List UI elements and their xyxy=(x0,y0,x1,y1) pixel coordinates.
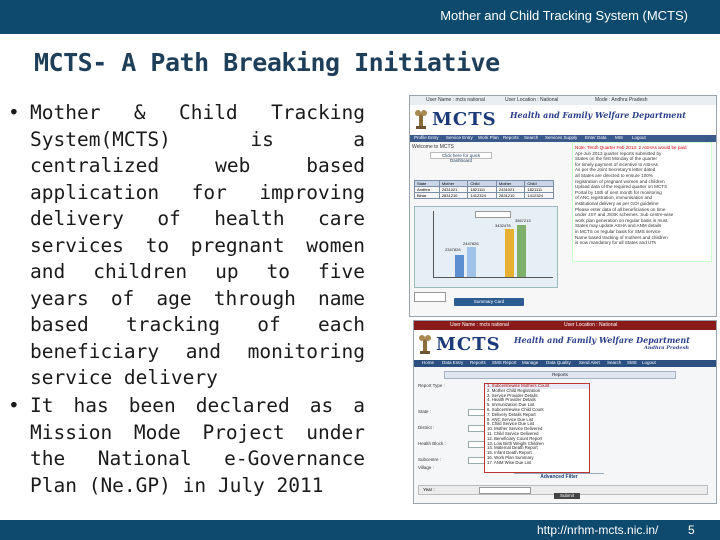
notice-line: of ANC registration, immunisation and xyxy=(575,195,653,201)
bottom-bar xyxy=(0,520,720,540)
chart-legend xyxy=(475,211,511,218)
notice-line: As per the Joint Secretary's letter dated xyxy=(575,167,656,173)
notice-line: work plan generation on regular basis is must. xyxy=(575,217,669,223)
bullet-text: Mother & Child Tracking System(MCTS) is a centralized web based application for improving delivery of health care services to pregnant women and children up to five years of age through name based tracking of each beneficiary and monitoring service delivery xyxy=(30,101,365,389)
nav-item[interactable]: Service Entry xyxy=(446,135,473,140)
table-cell: 2431021 xyxy=(496,187,525,193)
nav-item[interactable]: Reports xyxy=(503,135,519,140)
logo-area xyxy=(410,105,716,135)
notice-line: Portal by 15th of next month for monitoring xyxy=(575,189,662,195)
form-label: Village : xyxy=(418,465,434,470)
mcts-logo: MCTS xyxy=(432,109,497,130)
notice-line: under JSY and JSSK schemes. Sub centre-wise xyxy=(575,212,674,218)
form-label: Subcentre : xyxy=(418,457,442,462)
table-cell: 1821111 xyxy=(468,187,497,193)
table-cell: 1412324 xyxy=(468,193,497,199)
department-name: Health and Family Welfare Department xyxy=(514,335,690,345)
nav-item[interactable]: Data Quality xyxy=(546,360,571,365)
logo-area xyxy=(414,330,716,360)
year-select[interactable] xyxy=(479,487,531,494)
table-cell: Bihar xyxy=(415,193,440,199)
dropdown-option[interactable]: 13. Low Birth Weight Children xyxy=(487,440,544,446)
nav-item[interactable]: Search xyxy=(524,135,539,140)
mode-label: Mode : Andhra Pradesh xyxy=(595,97,648,103)
form-label: District : xyxy=(418,425,435,430)
dropdown-option[interactable]: 1. Subcentrewise Mothers Count xyxy=(485,384,589,389)
footer-url[interactable]: http://nrhm-mcts.nic.in/ xyxy=(537,523,659,537)
mcts-logo: MCTS xyxy=(436,334,501,355)
emblem-icon xyxy=(418,333,432,355)
submit-button[interactable]: Submit xyxy=(554,493,580,499)
dropdown-option[interactable]: 10. Mother Service Delivered xyxy=(487,426,543,432)
welcome-text: Welcome to MCTS xyxy=(412,144,454,150)
table-cell: Andhra xyxy=(415,187,440,193)
user-bar xyxy=(414,321,716,330)
chart-bar xyxy=(455,255,464,277)
user-name: User Name : mcts national xyxy=(450,322,509,328)
mcts-dashboard-screenshot xyxy=(409,95,717,317)
notice-line: States may update ASHA and ANM details xyxy=(575,223,662,229)
reports-title: Reports xyxy=(444,371,676,379)
dropdown-option[interactable]: 12. Beneficiary Count Report xyxy=(487,435,543,441)
user-name: User Name : mcts national xyxy=(426,97,485,103)
table-header-cell: State xyxy=(415,181,440,187)
advanced-filter-heading: Advanced Filter xyxy=(514,473,604,480)
year-label: Year : xyxy=(423,487,435,492)
table-cell: 1412324 xyxy=(525,193,554,199)
dropdown-option[interactable]: 11. Child Service Delivered xyxy=(487,430,539,436)
nav-item[interactable]: SMS Report xyxy=(492,360,517,365)
table-header-cell: Mother xyxy=(439,181,468,187)
dropdown-option[interactable]: 4. Health Provider Details xyxy=(487,397,536,403)
chart-data-label: 2447826 xyxy=(463,241,479,246)
nav-item[interactable]: Services Supply xyxy=(545,135,578,140)
dropdown-option[interactable]: 14. Maternal Death Report xyxy=(487,445,538,451)
dropdown-option[interactable]: 9. Child Service Due List xyxy=(487,421,535,427)
table-cell: 2831210 xyxy=(439,193,468,199)
bullet-text: It has been declared as a Mission Mode Project under the National e-Governance Plan (Ne.GP) in July 2011 xyxy=(30,394,365,497)
table-header-cell: Child xyxy=(525,181,554,187)
chart-data-label: 3432478 xyxy=(495,223,511,228)
state-name: Andhra Pradesh xyxy=(644,345,690,351)
slide-heading: MCTS- A Path Breaking Initiative xyxy=(34,48,500,77)
form-label: State : xyxy=(418,409,432,414)
notice-panel xyxy=(572,142,712,262)
chart-x-axis xyxy=(433,277,553,278)
nav-item[interactable]: Logout xyxy=(642,360,656,365)
dropdown-option[interactable]: 15. Infant Death Report xyxy=(487,450,532,456)
notice-line: Upload data of the required quarter on MCTS xyxy=(575,184,668,190)
page-number: 5 xyxy=(688,523,695,537)
notice-line: in MCTS on regular basis for SMS service xyxy=(575,228,661,234)
dropdown-option[interactable]: 7. Delivery Details Report xyxy=(487,411,536,417)
nav-item[interactable]: Reports xyxy=(470,360,486,365)
chart-data-label: 2347826 xyxy=(445,247,461,252)
report-type-dropdown[interactable] xyxy=(484,383,590,473)
notice-line: registration of pregnant women and children xyxy=(575,178,665,184)
chart-bar xyxy=(505,229,514,277)
nav-item[interactable]: MIS xyxy=(615,135,624,140)
dropdown-option[interactable]: 16. Work Plan Summary xyxy=(487,454,534,460)
bullet-dot: • xyxy=(8,394,20,417)
dashboard-body xyxy=(410,142,716,316)
table-header-cell: Child xyxy=(468,181,497,187)
dropdown-option[interactable]: 5. Immunization Due List xyxy=(487,402,535,408)
nav-item[interactable]: Manage xyxy=(522,360,539,365)
summary-table xyxy=(414,180,554,199)
table-cell: 2831210 xyxy=(496,193,525,199)
nav-item[interactable]: Search xyxy=(607,360,622,365)
bullet-2 xyxy=(10,393,365,499)
nav-item[interactable]: Enter Data xyxy=(585,135,607,140)
chart-bar xyxy=(467,247,476,277)
chart-data-label: 3567213 xyxy=(515,218,531,223)
table-cell: 2431021 xyxy=(439,187,468,193)
nav-bar xyxy=(410,135,716,142)
user-location: User Location : National xyxy=(564,322,618,328)
dashboard-bar-chart xyxy=(414,206,558,288)
dashboard-link[interactable]: Click here for quick Dashboard xyxy=(430,152,492,159)
top-bar xyxy=(0,0,720,34)
notice-line: all States are directed to ensure 100% xyxy=(575,172,653,178)
department-name: Health and Family Welfare Department xyxy=(510,110,686,120)
mcts-reports-screenshot xyxy=(413,320,717,504)
state-select[interactable] xyxy=(414,292,446,302)
notice-line: Note: Tenth Quarter Feb 2013: 2 ASHAs would be paid xyxy=(575,145,687,150)
dropdown-option[interactable]: 2. Mother Child Registration xyxy=(487,387,541,393)
user-bar xyxy=(410,96,716,105)
summary-card-button[interactable]: Summary Card xyxy=(454,298,524,306)
nav-item[interactable]: Home xyxy=(422,360,435,365)
chart-y-axis xyxy=(433,211,434,277)
user-location: User Location : National xyxy=(505,97,559,103)
notice-line: Apr-Jun 2013 quarter reports submitted by xyxy=(575,150,662,156)
dropdown-option[interactable]: 8. ANC Service Due List xyxy=(487,416,534,422)
notice-line: Please enter data of all beneficiaries on time xyxy=(575,206,666,212)
emblem-icon xyxy=(414,108,428,130)
notice-line: institutional delivery as per GOI guideline xyxy=(575,200,659,206)
notice-line: is now mandatory for all States and UTs xyxy=(575,240,656,246)
nav-item[interactable]: Logout xyxy=(632,135,646,140)
table-header-cell: Mother xyxy=(496,181,525,187)
notice-line: Name based tracking of mothers and children xyxy=(575,234,668,240)
table-cell: 1821111 xyxy=(525,187,554,193)
notice-line: States on the first Monday of the quarter xyxy=(575,156,657,162)
nav-bar xyxy=(414,360,716,367)
presentation-title: Mother and Child Tracking System (MCTS) xyxy=(440,8,688,23)
dropdown-option[interactable]: 3. Service Provider Details xyxy=(487,392,538,398)
form-label: Report Type : xyxy=(418,383,445,388)
dropdown-option[interactable]: 17. ANM Wise Due List xyxy=(487,459,532,465)
chart-bar xyxy=(517,225,526,277)
form-label: Health Block : xyxy=(418,441,446,446)
bullet-dot: • xyxy=(8,101,20,124)
nav-item[interactable]: SMS xyxy=(627,360,637,365)
nav-item[interactable]: Data Entry xyxy=(442,360,464,365)
nav-item[interactable]: Profile Entry xyxy=(414,135,439,140)
bullet-1 xyxy=(10,100,365,392)
nav-item[interactable]: Send Alert xyxy=(579,360,600,365)
dropdown-option[interactable]: 6. Subcentrewise Child Count xyxy=(487,406,544,412)
notice-line: for timely payment of incentive to ASHAs xyxy=(575,161,658,167)
nav-item[interactable]: Work Plan xyxy=(478,135,499,140)
table-row xyxy=(415,193,554,199)
